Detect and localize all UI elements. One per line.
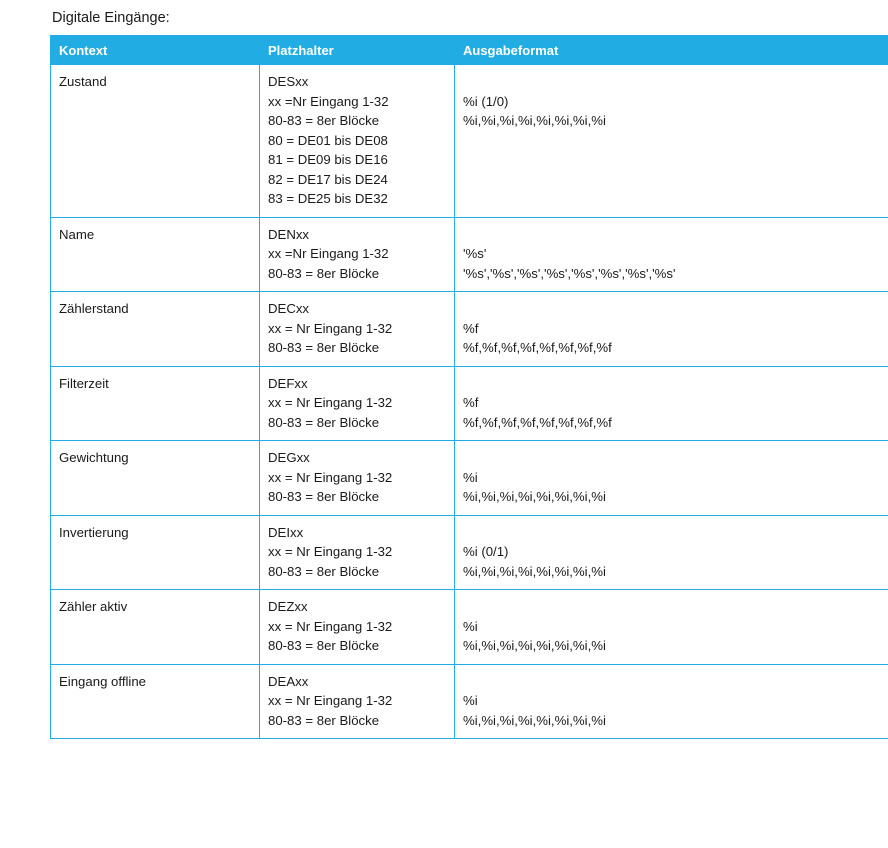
format-line: %i — [463, 693, 478, 708]
cell-context: Invertierung — [51, 515, 260, 590]
placeholder-line: DEGxx — [268, 450, 310, 465]
format-line: %i — [463, 469, 478, 485]
table-row — [51, 590, 888, 665]
placeholder-line: DEAxx — [268, 673, 309, 689]
table-row — [51, 217, 888, 292]
format-line: %i,%i,%i,%i,%i,%i,%i,%i — [463, 563, 606, 579]
placeholder-line: 83 = DE25 bis DE32 — [268, 191, 388, 206]
placeholder-line: xx =Nr Eingang 1-32 — [268, 93, 389, 109]
format-spacer — [463, 597, 888, 617]
table-body — [51, 65, 888, 739]
placeholder-line: DESxx — [268, 74, 309, 89]
placeholder-line: 80-83 = 8er Blöcke — [268, 113, 380, 128]
page-title: Digitale Eingänge: — [52, 10, 170, 26]
cell-format — [455, 664, 888, 739]
placeholder-line: DENxx — [268, 226, 310, 242]
format-spacer — [463, 448, 888, 468]
cell-placeholder — [260, 590, 455, 665]
cell-placeholder — [260, 292, 455, 367]
format-spacer — [463, 225, 888, 245]
cell-format — [455, 590, 888, 665]
cell-placeholder — [260, 664, 455, 739]
table-row — [51, 292, 888, 367]
placeholder-line: xx = Nr Eingang 1-32 — [268, 395, 393, 410]
format-line: '%s' — [463, 246, 487, 261]
cell-format — [455, 366, 888, 441]
cell-format — [455, 292, 888, 367]
format-line: %i (1/0) — [463, 93, 509, 109]
cell-context: Eingang offline — [51, 664, 260, 739]
cell-format — [455, 65, 888, 218]
placeholder-line: xx =Nr Eingang 1-32 — [268, 246, 389, 261]
format-line: %f,%f,%f,%f,%f,%f,%f,%f — [463, 340, 612, 355]
placeholder-line: 80-83 = 8er Blöcke — [268, 340, 380, 355]
cell-placeholder — [260, 515, 455, 590]
cell-format — [455, 441, 888, 516]
placeholder-line: 80-83 = 8er Blöcke — [268, 563, 380, 579]
placeholder-line: 80-83 = 8er Blöcke — [268, 414, 380, 430]
placeholder-line: 80-83 = 8er Blöcke — [268, 712, 380, 728]
format-spacer — [463, 299, 888, 319]
placeholder-line: 80-83 = 8er Blöcke — [268, 265, 380, 281]
placeholder-line: DEIxx — [268, 524, 304, 540]
cell-placeholder — [260, 65, 455, 218]
cell-context: Zustand — [51, 65, 260, 218]
format-line: %i,%i,%i,%i,%i,%i,%i,%i — [463, 113, 606, 128]
placeholder-line: xx = Nr Eingang 1-32 — [268, 693, 393, 708]
cell-context: Name — [51, 217, 260, 292]
cell-context: Gewichtung — [51, 441, 260, 516]
format-line: '%s','%s','%s','%s','%s','%s','%s','%s' — [463, 265, 676, 281]
format-line: %i (0/1) — [463, 544, 509, 559]
digital-inputs-table — [50, 35, 888, 739]
column-header-format: Ausgabeformat — [455, 36, 888, 65]
cell-placeholder — [260, 217, 455, 292]
cell-format — [455, 515, 888, 590]
placeholder-line: DEFxx — [268, 375, 308, 391]
table-row — [51, 664, 888, 739]
format-line: %i,%i,%i,%i,%i,%i,%i,%i — [463, 638, 606, 653]
format-spacer — [463, 523, 888, 543]
cell-placeholder — [260, 441, 455, 516]
table-row — [51, 441, 888, 516]
table-header — [51, 36, 888, 65]
column-header-context: Kontext — [51, 36, 260, 65]
table-header-row — [51, 36, 888, 65]
placeholder-line: xx = Nr Eingang 1-32 — [268, 618, 393, 634]
cell-context: Zähler aktiv — [51, 590, 260, 665]
format-line: %f — [463, 395, 479, 410]
placeholder-line: 82 = DE17 bis DE24 — [268, 171, 388, 187]
format-spacer — [463, 374, 888, 394]
cell-context: Zählerstand — [51, 292, 260, 367]
table-row — [51, 515, 888, 590]
placeholder-line: 80 = DE01 bis DE08 — [268, 132, 388, 148]
placeholder-line: xx = Nr Eingang 1-32 — [268, 320, 393, 336]
format-line: %f — [463, 320, 479, 336]
format-line: %i,%i,%i,%i,%i,%i,%i,%i — [463, 489, 606, 504]
placeholder-line: DECxx — [268, 301, 310, 316]
placeholder-line: xx = Nr Eingang 1-32 — [268, 544, 393, 559]
cell-format — [455, 217, 888, 292]
format-spacer — [463, 672, 888, 692]
placeholder-line: 80-83 = 8er Blöcke — [268, 489, 380, 504]
table-row — [51, 366, 888, 441]
format-line: %i,%i,%i,%i,%i,%i,%i,%i — [463, 712, 606, 728]
cell-context: Filterzeit — [51, 366, 260, 441]
placeholder-line: 80-83 = 8er Blöcke — [268, 638, 380, 653]
cell-placeholder — [260, 366, 455, 441]
format-line: %i — [463, 618, 478, 634]
placeholder-line: xx = Nr Eingang 1-32 — [268, 469, 393, 485]
format-spacer — [463, 72, 888, 92]
column-header-placeholder: Platzhalter — [260, 36, 455, 65]
table-row — [51, 65, 888, 218]
placeholder-line: 81 = DE09 bis DE16 — [268, 152, 388, 167]
placeholder-line: DEZxx — [268, 599, 308, 614]
format-line: %f,%f,%f,%f,%f,%f,%f,%f — [463, 414, 612, 430]
